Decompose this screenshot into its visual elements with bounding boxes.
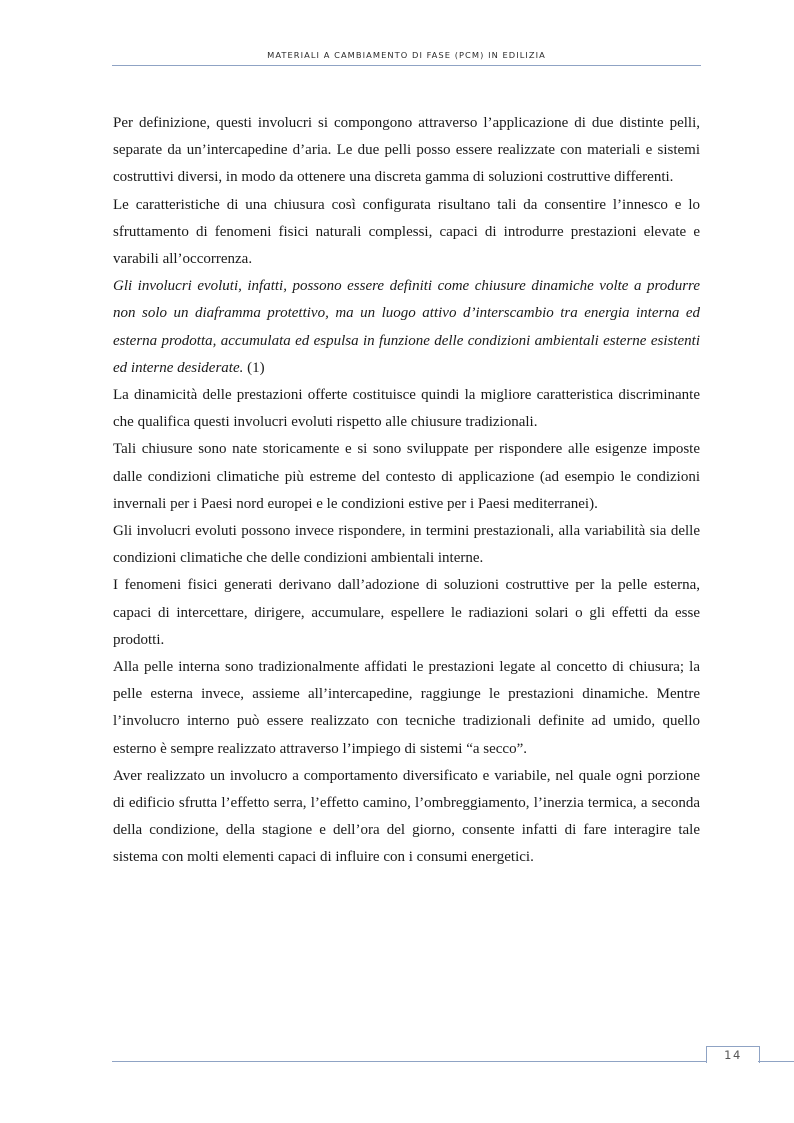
- header-divider: [112, 65, 701, 66]
- paragraph: Tali chiusure sono nate storicamente e si sono sviluppate per rispondere alle esigenze imposte dalle condizioni climatiche più estreme del contesto di applicazione (ad esempio le condizioni invernali per i Paesi nord europei e le condizioni estive per i Paesi mediterranei).: [113, 441, 700, 512]
- paragraph: I fenomeni fisici generati derivano dall’adozione di soluzioni costruttive per la pelle esterna, capaci di intercettare, dirigere, accumulare, espellere le radiazioni solari o gli effetti da esse prodotti.: [113, 577, 700, 648]
- paragraph: Aver realizzato un involucro a comportamento diversificato e variabile, nel quale ogni porzione di edificio sfrutta l’effetto serra, l’effetto camino, l’ombreggiamento, l’inerzia termica, a seconda della condizione, della stagione e dell’ora del giorno, consente infatti di fare interagire tale sistema con molti elementi capaci di influire con i consumi energetici.: [113, 767, 700, 866]
- italic-quotation: Gli involucri evoluti, infatti, possono essere definiti come chiusure dinamiche volte a produrre non solo un diaframma protettivo, ma un luogo attivo d’interscambio tra energia interna ed esterna prodotta, accumulata ed espulsa in funzione delle condizioni ambientali esterne esistenti ed interne desiderate.: [113, 278, 700, 376]
- body-text: [113, 110, 700, 872]
- footer-divider: [112, 1061, 706, 1062]
- paragraph: Per definizione, questi involucri si compongono attraverso l’applicazione di due distinte pelli, separate da un’intercapedine d’aria. Le due pelli posso essere realizzate con materiali e sistemi costruttivi diversi, in modo da ottenere una discreta gamma di soluzioni costruttive differenti.: [113, 115, 700, 186]
- running-header: MATERIALI A CAMBIAMENTO DI FASE (PCM) IN EDILIZIA: [267, 50, 546, 60]
- footer-divider-tail: [758, 1061, 794, 1062]
- citation-reference: (1): [243, 359, 265, 376]
- paragraph: La dinamicità delle prestazioni offerte costituisce quindi la migliore caratteristica discriminante che qualifica questi involucri evoluti rispetto alle chiusure tradizionali.: [113, 387, 700, 431]
- quotation-paragraph: [113, 273, 700, 382]
- paragraph: Le caratteristiche di una chiusura così configurata risultano tali da consentire l’innesco e lo sfruttamento di fenomeni fisici naturali complessi, capaci di introdurre prestazioni elevate e varabili all’occorrenza.: [113, 196, 700, 268]
- paragraph: Alla pelle interna sono tradizionalmente affidati le prestazioni legate al concetto di chiusura; la pelle esterna invece, assieme all’intercapedine, raggiunge le prestazioni dinamiche. Mentre l’involucro interno può essere realizzato con tecniche tradizionali definite ad umido, quello esterno è sempre realizzato attraverso l’impiego di sistemi “a secco”.: [113, 659, 700, 757]
- page-number: 14: [706, 1046, 760, 1063]
- paragraph: Gli involucri evoluti possono invece rispondere, in termini prestazionali, alla variabilità sia delle condizioni climatiche che delle condizioni ambientali interne.: [113, 523, 700, 567]
